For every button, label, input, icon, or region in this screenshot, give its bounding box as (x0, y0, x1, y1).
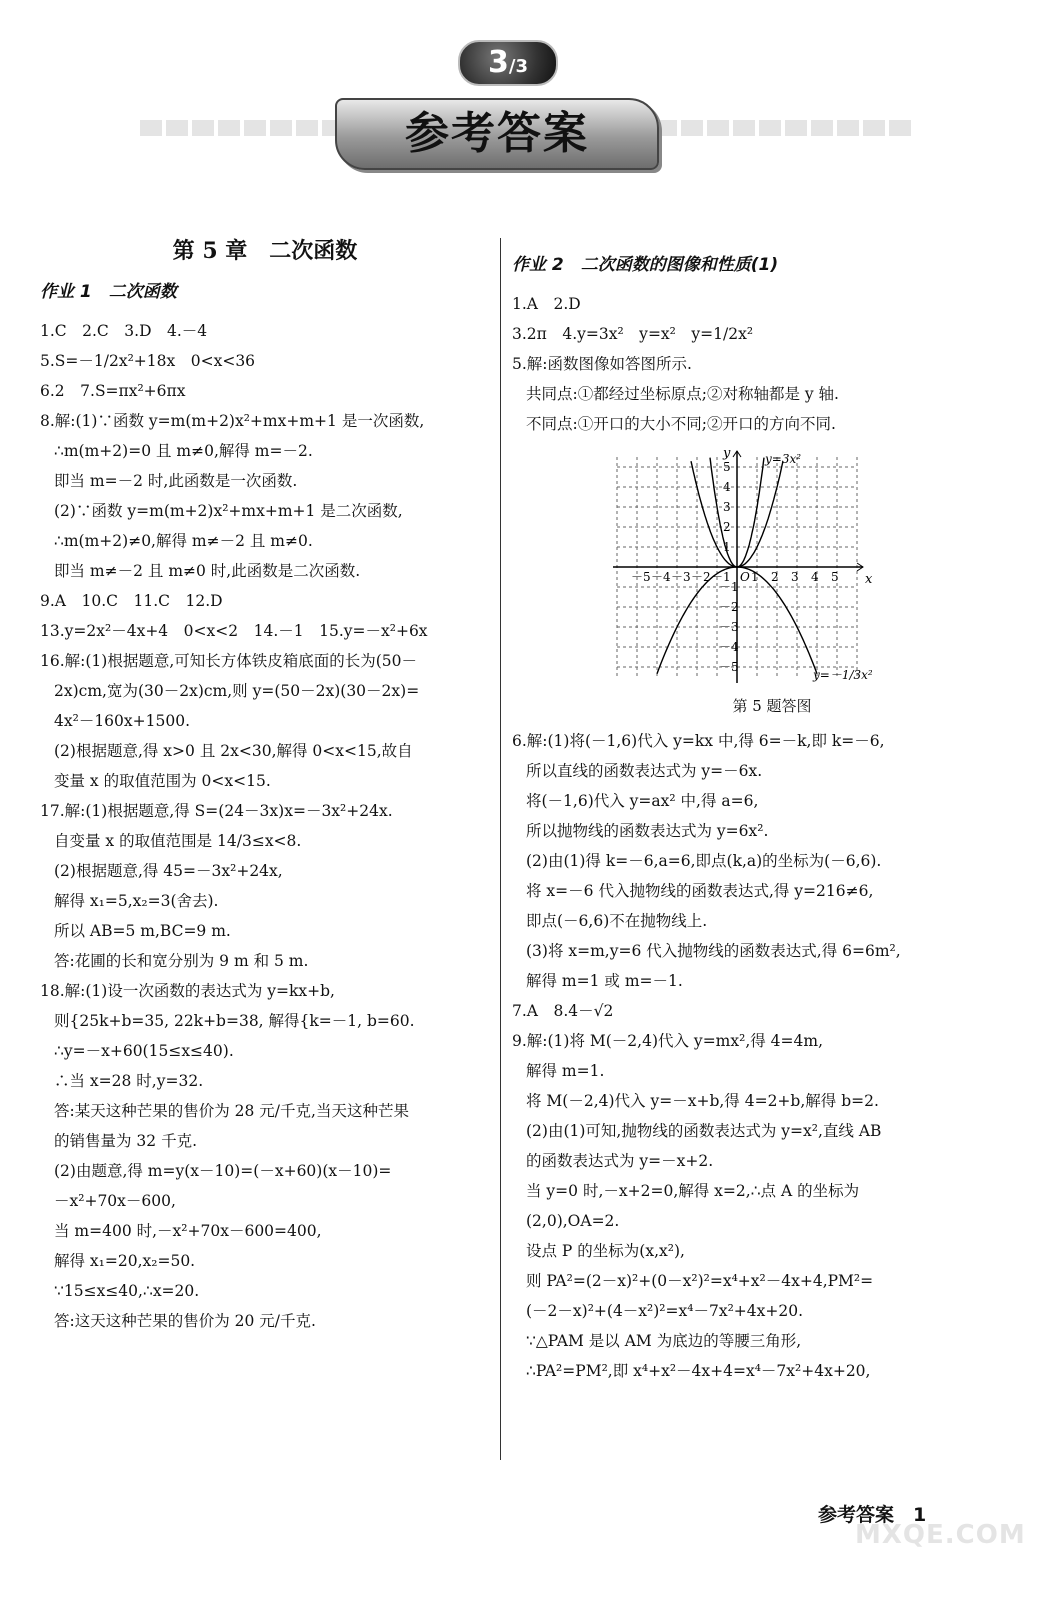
watermark: MXQE.COM (855, 1520, 1026, 1550)
answer-line: ∴y=－x+60(15≤x≤40). (54, 1042, 234, 1060)
answer-line: 将 x=－6 代入抛物线的函数表达式,得 y=216≠6, (526, 882, 874, 900)
answer-line: (2)根据题意,得 x>0 且 2x<30,解得 0<x<15,故自 (54, 742, 413, 760)
answer-line: (3)将 x=m,y=6 代入抛物线的函数表达式,得 6=6m², (526, 942, 901, 960)
decorative-bar-left (140, 120, 345, 136)
answer-line: 7.A 8.4－√2 (512, 1002, 614, 1020)
answer-line: 所以直线的函数表达式为 y=－6x. (526, 762, 763, 780)
homework-2-title: 作业 2 二次函数的图像和性质(1) (512, 255, 779, 275)
answer-line: ∴m(m+2)≠0,解得 m≠－2 且 m≠0. (54, 532, 313, 550)
answer-line: 所以 AB=5 m,BC=9 m. (54, 922, 231, 940)
y-tick-label: －3 (719, 620, 739, 634)
answer-line: (2)根据题意,得 45=－3x²+24x, (54, 862, 283, 880)
answer-line: 的函数表达式为 y=－x+2. (526, 1152, 714, 1170)
footer-label: 参考答案 1 (818, 1504, 927, 1526)
y-tick-label: －5 (719, 660, 739, 674)
answer-line: ∴m(m+2)=0 且 m≠0,解得 m=－2. (54, 442, 313, 460)
answer-line: 5.解:函数图像如答图所示. (512, 355, 692, 373)
answer-line: ∴当 x=28 时,y=32. (54, 1072, 204, 1090)
answer-line: －x²+70x－600, (54, 1192, 176, 1210)
answer-line: 的销售量为 32 千克. (54, 1132, 198, 1150)
answer-line: 则{25k+b=35, 22k+b=38, 解得{k=－1, b=60. (54, 1012, 415, 1030)
answer-line: 即当 m≠－2 且 m≠0 时,此函数是二次函数. (54, 562, 361, 580)
answer-line: 解得 m=1. (526, 1062, 605, 1080)
y-tick-label: 5 (723, 460, 731, 474)
answer-line: 5.S=－1/2x²+18x 0<x<36 (40, 352, 256, 370)
answer-line: 共同点:①都经过坐标原点;②对称轴都是 y 轴. (526, 385, 839, 403)
x-axis-label: x (865, 572, 872, 587)
answer-line: (2)∵函数 y=m(m+2)x²+mx+m+1 是二次函数, (54, 502, 403, 520)
answer-line: ∵15≤x≤40,∴x=20. (54, 1282, 200, 1300)
answer-line: 4x²－160x+1500. (54, 712, 191, 730)
answer-line: 17.解:(1)根据题意,得 S=(24－3x)x=－3x²+24x. (40, 802, 393, 820)
x-tick-label: 1 (751, 570, 759, 584)
homework-1-title: 作业 1 二次函数 (40, 282, 177, 302)
origin-label: O (740, 570, 750, 584)
page-badge: 3/3 (458, 40, 558, 86)
answer-line: 9.解:(1)将 M(－2,4)代入 y=mx²,得 4=4m, (512, 1032, 824, 1050)
x-tick-label: －2 (691, 570, 711, 584)
x-tick-label: 3 (791, 570, 799, 584)
x-tick-label: －4 (651, 570, 671, 584)
parabola-graph (602, 449, 872, 693)
answer-line: 8.解:(1)∵函数 y=m(m+2)x²+mx+m+1 是一次函数, (40, 412, 425, 430)
decorative-bar-right (655, 120, 915, 136)
right-answer-lines-b (512, 726, 1032, 1386)
answer-line: 答:这天这种芒果的售价为 20 元/千克. (54, 1312, 316, 1330)
x-tick-label: －1 (711, 570, 731, 584)
answer-line: 变量 x 的取值范围为 0<x<15. (54, 772, 271, 790)
answer-line: 不同点:①开口的大小不同;②开口的方向不同. (526, 415, 836, 433)
answer-line: 解得 x₁=5,x₂=3(舍去). (54, 892, 219, 910)
answer-line: (2)由(1)得 k=－6,a=6,即点(k,a)的坐标为(－6,6). (526, 852, 882, 870)
x-tick-label: 4 (811, 570, 819, 584)
y-tick-label: 2 (723, 520, 731, 534)
y-tick-label: －4 (719, 640, 739, 654)
right-answer-lines-a (512, 289, 1032, 439)
answer-line: 6.2 7.S=πx²+6πx (40, 382, 186, 400)
y-tick-label: 1 (723, 540, 731, 554)
left-answer-lines (40, 316, 490, 1336)
right-column (512, 250, 1032, 1386)
answer-line: 即点(－6,6)不在抛物线上. (526, 912, 708, 930)
answer-line: ∴PA²=PM²,即 x⁴+x²－4x+4=x⁴－7x²+4x+20, (526, 1362, 871, 1380)
answer-line: 将(－1,6)代入 y=ax² 中,得 a=6, (526, 792, 759, 810)
answer-line: 当 y=0 时,－x+2=0,解得 x=2,∴点 A 的坐标为 (526, 1182, 860, 1200)
answer-line: (2,0),OA=2. (526, 1212, 620, 1230)
left-column (40, 230, 490, 1336)
answer-line: 2x)cm,宽为(30－2x)cm,则 y=(50－2x)(30－2x)= (54, 682, 420, 700)
answer-line: 解得 m=1 或 m=－1. (526, 972, 683, 990)
x-tick-label: －3 (671, 570, 691, 584)
answer-line: 则 PA²=(2－x)²+(0－x²)²=x⁴+x²－4x+4,PM²= (526, 1272, 874, 1290)
graph-caption: 第 5 题答图 (732, 697, 812, 715)
y-tick-label: －2 (719, 600, 739, 614)
answer-line: 1.C 2.C 3.D 4.－4 (40, 322, 208, 340)
answer-line: 答:某天这种芒果的售价为 28 元/千克,当天这种芒果 (54, 1102, 409, 1120)
y-tick-label: 3 (723, 500, 731, 514)
answer-line: 将 M(－2,4)代入 y=－x+b,得 4=2+b,解得 b=2. (526, 1092, 879, 1110)
answer-line: 1.A 2.D (512, 295, 581, 313)
answer-line: ∵△PAM 是以 AM 为底边的等腰三角形, (526, 1332, 802, 1350)
chapter-title: 第 5 章 二次函数 (172, 238, 358, 264)
x-tick-label: 5 (831, 570, 839, 584)
curve-label-top: y=3x² (765, 452, 802, 466)
answer-line: 6.解:(1)将(－1,6)代入 y=kx 中,得 6=－k,即 k=－6, (512, 732, 885, 750)
answer-line: (2)由题意,得 m=y(x－10)=(－x+60)(x－10)= (54, 1162, 392, 1180)
answer-line: (－2－x)²+(4－x²)²=x⁴－7x²+4x+20. (526, 1302, 804, 1320)
answer-line: 所以抛物线的函数表达式为 y=6x². (526, 822, 769, 840)
y-tick-label: 4 (723, 480, 731, 494)
answer-line: 13.y=2x²－4x+4 0<x<2 14.－1 15.y=－x²+6x (40, 622, 428, 640)
answer-line: 当 m=400 时,－x²+70x－600=400, (54, 1222, 322, 1240)
graph-svg (602, 449, 872, 689)
answer-line: 即当 m=－2 时,此函数是一次函数. (54, 472, 298, 490)
answer-line: 3.2π 4.y=3x² y=x² y=1/2x² (512, 325, 754, 343)
answer-line: 答:花圃的长和宽分别为 9 m 和 5 m. (54, 952, 309, 970)
answer-line: 9.A 10.C 11.C 12.D (40, 592, 223, 610)
x-tick-label: －5 (631, 570, 651, 584)
answer-line: 自变量 x 的取值范围是 14/3≤x<8. (54, 832, 302, 850)
answer-line: 设点 P 的坐标为(x,x²), (526, 1242, 685, 1260)
answer-line: 解得 x₁=20,x₂=50. (54, 1252, 196, 1270)
column-divider (500, 238, 501, 1460)
x-tick-label: 2 (771, 570, 779, 584)
answer-line: 18.解:(1)设一次函数的表达式为 y=kx+b, (40, 982, 335, 1000)
y-axis-label: y (723, 449, 731, 461)
answer-line: 16.解:(1)根据题意,可知长方体铁皮箱底面的长为(50－ (40, 652, 418, 670)
y-tick-label: －1 (719, 580, 739, 594)
answer-line: (2)由(1)可知,抛物线的函数表达式为 y=x²,直线 AB (526, 1122, 882, 1140)
title-banner: 参考答案 (335, 98, 659, 170)
curve-label-bottom: y=－1/3x² (813, 668, 872, 682)
